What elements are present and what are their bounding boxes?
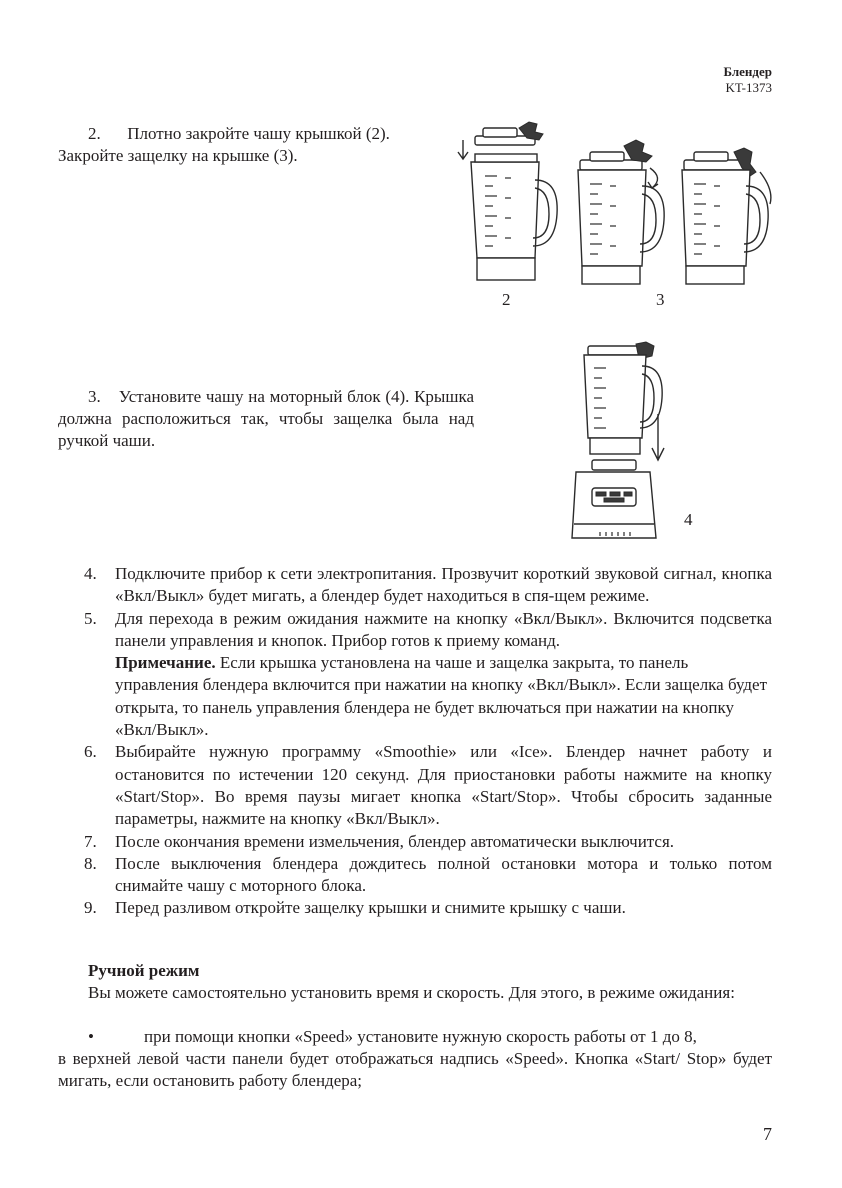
step-number: 4. xyxy=(84,564,97,583)
step-text: После окончания времени измельчения, блендер автоматически выключится. xyxy=(115,831,675,851)
figure-3-latch-closed xyxy=(676,142,786,292)
step-number: 7. xyxy=(84,831,97,851)
step-number: 5. xyxy=(84,608,97,628)
manual-heading: Ручной режим xyxy=(88,961,200,980)
step2-line1 xyxy=(58,123,458,145)
step-text: Перед разливом откройте защелку крышки и снимите крышку с чаши. xyxy=(115,898,626,918)
figure-3-latch-open xyxy=(572,138,682,288)
bullet-first-line xyxy=(58,1026,772,1048)
figure-2-lid-placement xyxy=(455,118,575,288)
bullet-text-rest: в верхней левой части панели будет отображаться надпись «Speed». Кнопка «Start/ Stop» будет мигать, если остановить работу блендера; xyxy=(58,1049,772,1090)
page-number: 7 xyxy=(763,1124,772,1144)
step2-number: 2. xyxy=(88,124,101,143)
step-text: Выбирайте нужную программу «Smoothie» или «Ice». Блендер начнет работу и остановится по истечении 120 секунд. Для приостановки работы нажмите на кнопку «Start/Stop». Во время паузы мигает кнопка «Start/Stop». Чтобы сбросить заданные параметры, нажмите на кнопку «Вкл/Выкл». xyxy=(115,742,772,829)
step-number: 8. xyxy=(84,853,97,873)
list-item xyxy=(84,897,772,919)
note xyxy=(115,652,772,741)
list-item xyxy=(84,563,772,608)
step2-paragraph xyxy=(58,123,458,167)
header-model: KT-1373 xyxy=(725,80,772,95)
step3-paragraph xyxy=(58,386,474,452)
manual-bullet xyxy=(58,1026,772,1092)
figure-label-3: 3 xyxy=(656,290,665,309)
bullet-icon: • xyxy=(88,1027,94,1046)
list-item xyxy=(84,741,772,830)
step-number: 9. xyxy=(84,898,97,918)
step3-number: 3. xyxy=(88,387,101,406)
figure-label-4: 4 xyxy=(684,510,693,529)
step-text: Подключите прибор к сети электропитания. Прозвучит короткий звуковой сигнал, кнопка «Вкл/Выкл» будет мигать, а блендер будет находиться в спя-щем режиме. xyxy=(115,564,772,606)
list-item xyxy=(84,853,772,898)
header-title: Блендер xyxy=(723,64,772,79)
step2-text-second: Закройте защелку на крышке (3). xyxy=(58,146,298,165)
steps-list xyxy=(84,563,772,920)
note-label: Примечание. xyxy=(115,653,216,673)
list-item xyxy=(84,831,772,853)
step2-text-first: Плотно закройте чашу крышкой (2). xyxy=(127,124,390,143)
note-text: Если крышка установлена на чаше и защелка закрыта, то панель управления блендера включится при нажатии на кнопку «Вкл/Выкл». Если защелка будет открыта, то панель управления блендера не будет включаться при нажатии на кнопку «Вкл/Выкл». xyxy=(115,653,768,740)
manual-intro: Вы можете самостоятельно установить время и скорость. Для этого, в режиме ожидания: xyxy=(88,983,735,1002)
bullet-text-first: при помощи кнопки «Speed» установите нужную скорость работы от 1 до 8, xyxy=(144,1027,697,1046)
step3-text: Установите чашу на моторный блок (4). Крышка должна расположиться так, чтобы защелка была над ручкой чаши. xyxy=(58,387,474,450)
step-text: Для перехода в режим ожидания нажмите на кнопку «Вкл/Выкл». Включится подсветка панели управления и кнопок. Прибор готов к приему команд. xyxy=(115,608,772,650)
list-item xyxy=(84,608,772,742)
figure-label-2: 2 xyxy=(502,290,511,309)
step-text: После выключения блендера дождитесь полной остановки мотора и только потом снимайте чашу с моторного блока. xyxy=(115,853,772,896)
step-number: 6. xyxy=(84,742,97,762)
